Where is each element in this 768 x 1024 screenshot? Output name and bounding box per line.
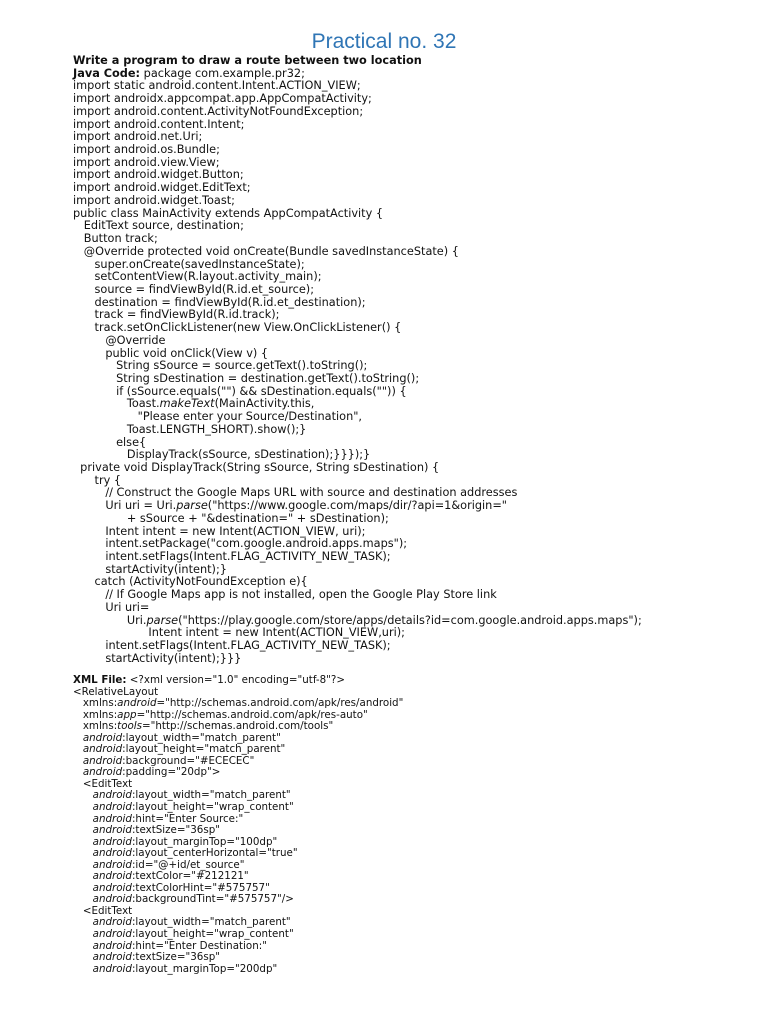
java-code-line: + sSource + "&destination=" + sDestination); <box>73 511 389 525</box>
xml-code-section <box>73 675 753 975</box>
java-code-line: intent.setFlags(Intent.FLAG_ACTIVITY_NEW_TASK); <box>73 639 391 653</box>
java-code-line: else{ <box>73 435 147 449</box>
xml-code-line: XML File: <?xml version="1.0" encoding="utf-8"?> <box>73 674 345 686</box>
java-code-line: import android.os.Bundle; <box>73 143 220 157</box>
java-code-line: // Construct the Google Maps URL with source and destination addresses <box>73 486 518 500</box>
xml-code-line: android:layout_height="match_parent" <box>82 743 286 756</box>
java-code-line: // If Google Maps app is not installed, open the Google Play Store link <box>73 588 497 602</box>
java-code-line: Toast.makeText(MainActivity.this, <box>73 397 315 411</box>
xml-code-line: android:layout_width="match_parent" <box>92 789 291 802</box>
xml-code-line: android:layout_height="wrap_content" <box>92 801 294 814</box>
java-code-line: import android.content.ActivityNotFoundException; <box>73 104 364 118</box>
java-code-line: Java Code: package com.example.pr32; <box>73 66 305 80</box>
xml-code-line: android:id="@+id/et_source" <box>92 858 245 871</box>
xml-code-line: xmlns:app="http://schemas.android.com/apk/res-auto" <box>73 708 368 721</box>
java-code-line: import android.widget.EditText; <box>73 181 251 195</box>
xml-code-line: android:padding="20dp"> <box>82 766 221 779</box>
xml_section-label: XML File: <box>73 674 127 686</box>
java-code-line: public class MainActivity extends AppCompatActivity { <box>73 206 384 220</box>
xml-code-line: android:backgroundTint="#575757"/> <box>92 893 294 906</box>
xml-code-line: android:textColorHint="#575757" <box>92 881 270 894</box>
xml-code-line: android:textSize="36sp" <box>92 824 220 837</box>
xml-code-line: <EditText <box>73 777 133 790</box>
java-code-line: Button track; <box>73 232 158 246</box>
java-code-line: import android.net.Uri; <box>73 130 203 144</box>
java-code-line: "Please enter your Source/Destination", <box>73 410 363 424</box>
java-code-line: Toast.LENGTH_SHORT).show();} <box>73 422 307 436</box>
question-heading: Write a program to draw a route between two location <box>73 54 422 67</box>
java-code-section <box>73 55 753 666</box>
xml-code-line: android:background="#ECECEC" <box>82 754 255 767</box>
java-code-line: import android.content.Intent; <box>73 117 245 131</box>
java-code-line: @Override protected void onCreate(Bundle savedInstanceState) { <box>73 244 459 258</box>
page-title: Practical no. 32 <box>311 30 457 53</box>
java-code-line: DisplayTrack(sSource, sDestination);}}});} <box>73 448 371 462</box>
java-code-line: destination = findViewById(R.id.et_destination); <box>73 295 366 309</box>
java-code-line: @Override <box>73 333 166 347</box>
java-code-line: private void DisplayTrack(String sSource, String sDestination) { <box>73 461 440 474</box>
java-code-line: try { <box>73 473 122 487</box>
java-code-block <box>73 68 753 666</box>
java-code-line: Uri uri= <box>73 600 150 614</box>
java-code-line: Intent intent = new Intent(ACTION_VIEW, uri); <box>73 524 366 538</box>
java-code-line: startActivity(intent);}}} <box>73 651 242 665</box>
java-code-line: import android.widget.Toast; <box>73 193 235 207</box>
xml-code-line: android:layout_width="match_parent" <box>82 731 281 744</box>
java-code-line: source = findViewById(R.id.et_source); <box>73 282 315 296</box>
java-code-line: EditText source, destination; <box>73 219 244 233</box>
java-code-line: String sDestination = destination.getText().toString(); <box>73 371 420 385</box>
java-code-line: Uri uri = Uri.parse("https://www.google.com/maps/dir/?api=1&origin=" <box>73 499 507 513</box>
xml-code-line: android:textColor="#212121" <box>92 870 249 883</box>
java-code-line: intent.setPackage("com.google.android.apps.maps"); <box>73 537 408 551</box>
xml-code-line: xmlns:tools="http://schemas.android.com/tools" <box>73 720 334 733</box>
xml-code-line: android:hint="Enter Destination:" <box>92 939 267 952</box>
java-code-line: startActivity(intent);} <box>73 562 227 576</box>
xml-code-line: android:layout_width="match_parent" <box>92 916 291 929</box>
java-code-line: public void onClick(View v) { <box>73 346 269 360</box>
java-code-line: import android.widget.Button; <box>73 168 244 182</box>
xml-code-line: android:hint="Enter Source:" <box>92 812 244 825</box>
xml-code-line: <EditText <box>73 904 133 917</box>
java-code-line: intent.setFlags(Intent.FLAG_ACTIVITY_NEW_TASK); <box>73 550 391 564</box>
xml-code-line: <RelativeLayout <box>73 685 159 698</box>
xml-code-block <box>73 675 753 975</box>
java-code-line: if (sSource.equals("") && sDestination.equals("")) { <box>73 384 407 398</box>
xml-code-line: android:layout_centerHorizontal="true" <box>92 847 298 860</box>
java-code-line: import android.view.View; <box>73 155 220 169</box>
java-code-line: import androidx.appcompat.app.AppCompatActivity; <box>73 92 372 106</box>
java-code-line: track.setOnClickListener(new View.OnClickListener() { <box>73 321 402 335</box>
java-code-line: Intent intent = new Intent(ACTION_VIEW,uri); <box>73 626 405 640</box>
java-code-line: Uri.parse("https://play.google.com/store/apps/details?id=com.google.android.apps.maps"); <box>73 613 642 627</box>
java-code-line: String sSource = source.getText().toString(); <box>73 359 368 373</box>
java-code-line: import static android.content.Intent.ACTION_VIEW; <box>73 79 361 93</box>
java_section-label: Java Code: <box>73 66 141 80</box>
xml-code-line: android:textSize="36sp" <box>92 951 220 964</box>
xml-code-line: xmlns:android="http://schemas.android.com/apk/res/android" <box>73 697 404 710</box>
java-code-line: setContentView(R.layout.activity_main); <box>73 270 322 284</box>
xml-code-line: android:layout_marginTop="100dp" <box>92 835 278 848</box>
java-code-line: track = findViewById(R.id.track); <box>73 308 280 322</box>
xml-code-line: android:layout_marginTop="200dp" <box>92 962 278 975</box>
java-code-line: catch (ActivityNotFoundException e){ <box>73 575 308 589</box>
xml-code-line: android:layout_height="wrap_content" <box>92 928 294 941</box>
java-code-line: super.onCreate(savedInstanceState); <box>73 257 305 271</box>
